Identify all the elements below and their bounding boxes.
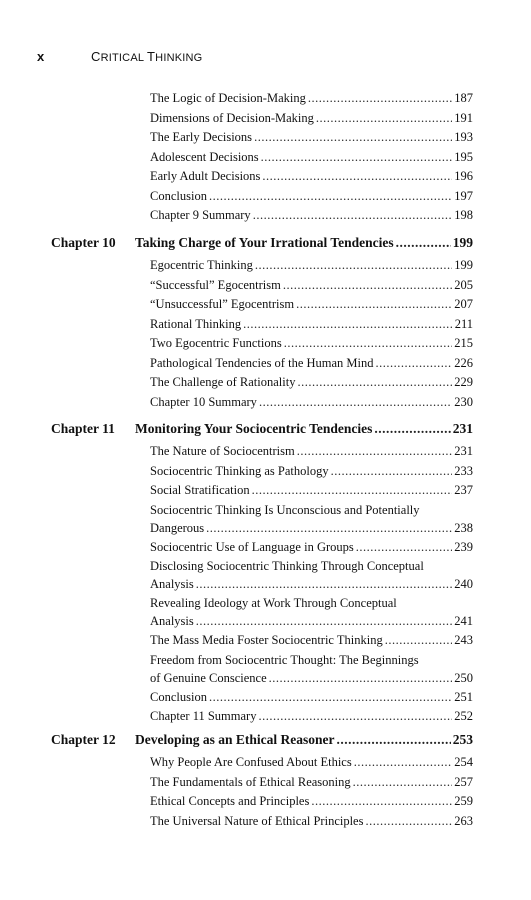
chapter-heading — [51, 234, 473, 252]
leader-dots — [284, 334, 453, 352]
leader-dots — [297, 442, 453, 460]
leader-dots — [258, 707, 452, 725]
toc-entry — [150, 334, 473, 352]
toc-row — [150, 276, 473, 294]
entry-page: 233 — [454, 463, 473, 478]
entry-title: Chapter 11 Summary — [150, 709, 257, 723]
toc-row — [150, 315, 473, 333]
toc-row — [150, 206, 473, 224]
leader-dots — [311, 792, 452, 810]
toc-entry — [150, 89, 473, 107]
leader-dots — [296, 295, 452, 313]
entry-title: Social Stratification — [150, 483, 250, 497]
entry-page: 240 — [454, 577, 473, 591]
toc-entry — [150, 462, 473, 480]
toc-entry — [150, 256, 473, 274]
toc-row — [150, 334, 473, 352]
leader-dots — [374, 420, 450, 438]
leader-dots — [308, 89, 452, 107]
entry-title: Egocentric Thinking — [150, 258, 253, 272]
leader-dots — [243, 315, 453, 333]
toc-row — [150, 256, 473, 274]
toc-row — [150, 89, 473, 107]
entry-title: Two Egocentric Functions — [150, 336, 282, 350]
toc-entry — [150, 442, 473, 460]
toc-row — [150, 773, 473, 791]
toc-entry — [150, 792, 473, 810]
toc-row — [150, 792, 473, 810]
toc-row — [150, 187, 473, 205]
entry-page: 252 — [454, 709, 473, 723]
chapter-label: Chapter 11 — [51, 421, 115, 436]
chapter-row — [51, 234, 473, 252]
chapter-heading — [51, 420, 473, 438]
entry-title: Chapter 10 Summary — [150, 394, 257, 409]
leader-dots — [209, 688, 452, 706]
chapter-title: Monitoring Your Sociocentric Tendencies — [135, 421, 373, 436]
entry-title: The Nature of Sociocentrism — [150, 444, 295, 458]
entry-title: The Fundamentals of Ethical Reasoning — [150, 774, 351, 789]
toc-entry — [150, 631, 473, 649]
entry-title: Analysis — [150, 577, 194, 591]
entry-page: 251 — [454, 689, 473, 704]
toc-row — [150, 812, 473, 830]
entry-title: The Early Decisions — [150, 130, 253, 144]
chapter-title: Taking Charge of Your Irrational Tendencies — [135, 235, 394, 250]
leader-dots — [331, 462, 453, 480]
leader-dots — [297, 373, 452, 391]
toc-entry — [150, 812, 473, 830]
entry-title-line: Revealing Ideology at Work Through Conceptual — [150, 596, 397, 610]
chapter-label: Chapter 10 — [51, 235, 116, 250]
entry-page: 199 — [454, 258, 473, 272]
entry-title: The Challenge of Rationality — [150, 375, 296, 389]
entry-page: 254 — [454, 755, 473, 769]
toc-entry — [150, 557, 473, 593]
toc-entry — [150, 109, 473, 127]
leader-dots — [255, 256, 452, 274]
toc-entry — [150, 206, 473, 224]
toc-entry — [150, 354, 473, 372]
toc-entry — [150, 501, 473, 537]
leader-dots — [356, 538, 452, 556]
entry-page: 243 — [454, 633, 473, 647]
toc-row — [150, 373, 473, 391]
toc-entry — [150, 393, 473, 411]
toc-entry — [150, 707, 473, 725]
toc-row — [150, 462, 473, 480]
toc-row — [150, 481, 473, 499]
toc-entry — [150, 481, 473, 499]
entry-page: 241 — [454, 614, 473, 628]
toc-entry — [150, 373, 473, 391]
page-number: x — [37, 49, 45, 64]
toc-entry — [150, 538, 473, 556]
chapter-row — [51, 731, 473, 749]
entry-page: 195 — [454, 149, 473, 164]
leader-dots — [316, 109, 452, 127]
toc-row — [150, 631, 473, 649]
running-title: CRITICAL THINKING — [91, 49, 203, 64]
leader-dots — [253, 206, 453, 224]
entry-page: 229 — [454, 375, 473, 389]
chapter-page: 199 — [452, 235, 473, 250]
entry-page: 197 — [454, 188, 473, 203]
leader-dots — [269, 669, 453, 687]
entry-title-line: Sociocentric Thinking Is Unconscious and Potentially — [150, 502, 420, 517]
toc-entry — [150, 651, 473, 687]
entry-title: Rational Thinking — [150, 316, 242, 331]
leader-dots — [252, 481, 453, 499]
toc-entry — [150, 315, 473, 333]
leader-dots — [261, 148, 453, 166]
leader-dots — [385, 631, 453, 649]
entry-title-line: Freedom from Sociocentric Thought: The Beginnings — [150, 652, 419, 667]
leader-dots — [353, 773, 453, 791]
toc-entry — [150, 187, 473, 205]
leader-dots — [354, 753, 453, 771]
entry-page: 239 — [454, 539, 473, 554]
entry-title: Pathological Tendencies of the Human Mind — [150, 355, 374, 370]
entry-title: Chapter 9 Summary — [150, 208, 251, 222]
entry-page: 205 — [454, 277, 473, 292]
toc-entry — [150, 773, 473, 791]
entry-page: 237 — [454, 483, 473, 497]
entry-page: 263 — [454, 813, 473, 828]
toc-row — [150, 669, 473, 687]
entry-title: “Unsuccessful” Egocentrism — [150, 297, 295, 311]
leader-dots — [206, 519, 452, 537]
entry-page: 196 — [454, 169, 473, 183]
toc-row — [150, 167, 473, 185]
entry-title: Sociocentric Thinking as Pathology — [150, 463, 329, 478]
toc-row — [150, 393, 473, 411]
toc-row — [150, 109, 473, 127]
entry-page: 193 — [454, 130, 473, 144]
entry-title: Sociocentric Use of Language in Groups — [150, 539, 354, 554]
chapter-heading — [51, 731, 473, 749]
chapter-title: Developing as an Ethical Reasoner — [135, 732, 335, 747]
leader-dots — [262, 167, 452, 185]
chapter-page: 231 — [452, 421, 473, 436]
toc-row — [150, 707, 473, 725]
toc-row — [150, 442, 473, 460]
leader-dots — [396, 234, 451, 252]
toc-row — [150, 148, 473, 166]
toc-entry — [150, 276, 473, 294]
chapter-page: 253 — [452, 732, 473, 747]
toc-row — [150, 688, 473, 706]
toc-entry — [150, 148, 473, 166]
running-header — [37, 49, 202, 65]
toc-entry — [150, 594, 473, 630]
leader-dots — [376, 354, 453, 372]
entry-page: 207 — [454, 297, 473, 311]
entry-page: 230 — [454, 394, 473, 409]
toc-row — [150, 538, 473, 556]
entry-page: 215 — [454, 336, 473, 350]
toc-entry — [150, 128, 473, 146]
entry-title: of Genuine Conscience — [150, 670, 267, 685]
toc-row — [150, 753, 473, 771]
entry-page: 191 — [454, 110, 473, 125]
chapter-row — [51, 420, 473, 438]
entry-title: Early Adult Decisions — [150, 169, 261, 183]
leader-dots — [254, 128, 452, 146]
entry-title: Adolescent Decisions — [150, 149, 259, 164]
entry-page: 259 — [454, 794, 473, 808]
entry-title: “Successful” Egocentrism — [150, 277, 281, 292]
leader-dots — [365, 812, 452, 830]
leader-dots — [259, 393, 452, 411]
entry-title: Ethical Concepts and Principles — [150, 794, 310, 808]
leader-dots — [337, 731, 451, 749]
toc-row — [150, 575, 473, 593]
entry-page: 187 — [454, 91, 473, 105]
entry-title: The Universal Nature of Ethical Principles — [150, 813, 364, 828]
toc-row — [150, 519, 473, 537]
entry-title: Conclusion — [150, 188, 207, 203]
entry-title: Conclusion — [150, 689, 207, 704]
entry-page: 226 — [454, 355, 473, 370]
toc-entry — [150, 295, 473, 313]
toc-row — [150, 612, 473, 630]
chapter-label: Chapter 12 — [51, 732, 116, 747]
entry-title: The Logic of Decision-Making — [150, 91, 306, 105]
toc-entry — [150, 688, 473, 706]
toc-entry — [150, 167, 473, 185]
entry-page: 238 — [454, 520, 473, 535]
entry-title: The Mass Media Foster Sociocentric Thinking — [150, 633, 383, 647]
toc-row — [150, 295, 473, 313]
entry-page: 250 — [454, 670, 473, 685]
leader-dots — [196, 575, 453, 593]
leader-dots — [209, 187, 452, 205]
leader-dots — [196, 612, 453, 630]
entry-page: 198 — [454, 208, 473, 222]
entry-page: 231 — [454, 444, 473, 458]
entry-page: 257 — [454, 774, 473, 789]
entry-title: Why People Are Confused About Ethics — [150, 755, 352, 769]
entry-page: 211 — [454, 316, 473, 331]
toc-row — [150, 354, 473, 372]
toc-row — [150, 128, 473, 146]
toc-entry — [150, 753, 473, 771]
entry-title: Analysis — [150, 614, 194, 628]
entry-title: Dangerous — [150, 520, 205, 535]
entry-title: Dimensions of Decision-Making — [150, 110, 314, 125]
entry-title-line: Disclosing Sociocentric Thinking Through Conceptual — [150, 559, 424, 573]
leader-dots — [283, 276, 452, 294]
